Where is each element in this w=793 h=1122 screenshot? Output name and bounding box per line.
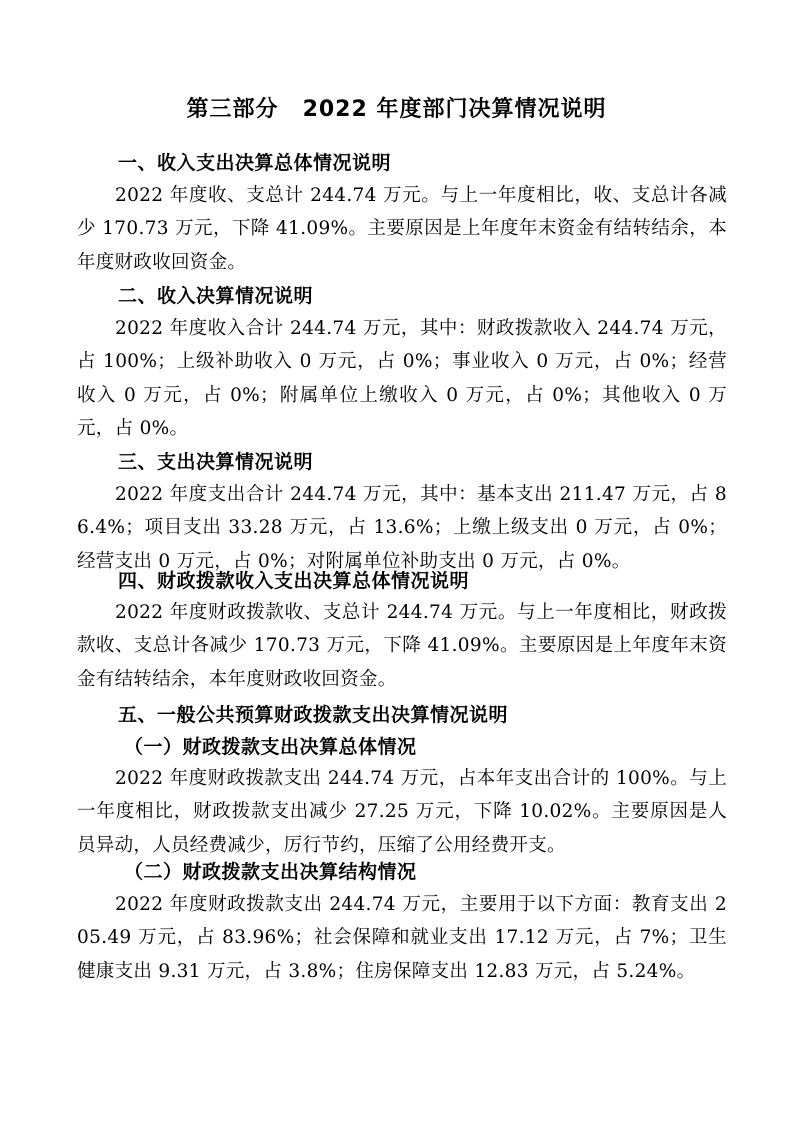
section-text-income: 2022 年度收入合计 244.74 万元，其中：财政拨款收入 244.74 万元，占 100%；上级补助收入 0 万元，占 0%；事业收入 0 万元，占 0%；经营收入 0 万元，占 0%；附属单位上缴收入 0 万元，占 0%；其他收入 0 万元，占 0%。 [77,318,727,440]
section-heading-income-expense-overview: 一、收入支出决算总体情况说明 [118,152,392,174]
section-text-fiscal-overview: 2022 年度财政拨款收、支总计 244.74 万元。与上一年度相比，财政拨款收、支总计各减少 170.73 万元，下降 41.09%。主要原因是上年度年末资金有结转结余，本年度财政收回资金。 [77,602,727,690]
section-text-expense: 2022 年度支出合计 244.74 万元，其中：基本支出 211.47 万元，占 86.4%；项目支出 33.28 万元，占 13.6%；上缴上级支出 0 万元，占 0%；经营支出 0 万元，占 0%；对附属单位补助支出 0 万元，占 0%。 [77,484,727,572]
subsection-text-fiscal-expense-structure: 2022 年度财政拨款支出 244.74 万元，主要用于以下方面：教育支出 205.49 万元，占 83.96%；社会保障和就业支出 17.12 万元，占 7%；卫生健康支出 9.31 万元，占 3.8%；住房保障支出 12.83 万元，占 5.24%。 [77,894,727,982]
title-main: 2022 年度部门决算情况说明 [302,97,607,122]
subsection-text-fiscal-expense-overall: 2022 年度财政拨款支出 244.74 万元，占本年支出合计的 100%。与上一年度相比，财政拨款支出减少 27.25 万元，下降 10.02%。主要原因是人员异动，人员经费减少，厉行节约，压缩了公用经费开支。 [77,768,727,856]
subsection-heading-fiscal-expense-overall: （一）财政拨款支出决算总体情况 [124,736,417,758]
section-text-income-expense-overview: 2022 年度收、支总计 244.74 万元。与上一年度相比，收、支总计各减少 170.73 万元，下降 41.09%。主要原因是上年度年末资金有结转结余，本年度财政收回资金。 [77,185,727,273]
section-heading-fiscal-overview: 四、财政拨款收入支出决算总体情况说明 [118,570,470,592]
page-title [0,96,793,124]
section-heading-expense: 三、支出决算情况说明 [118,451,314,473]
title-part: 第三部分 [186,97,279,122]
section-heading-general-budget: 五、一般公共预算财政拨款支出决算情况说明 [118,704,509,726]
subsection-heading-fiscal-expense-structure: （二）财政拨款支出决算结构情况 [124,861,417,883]
section-heading-income: 二、收入决算情况说明 [118,285,314,307]
